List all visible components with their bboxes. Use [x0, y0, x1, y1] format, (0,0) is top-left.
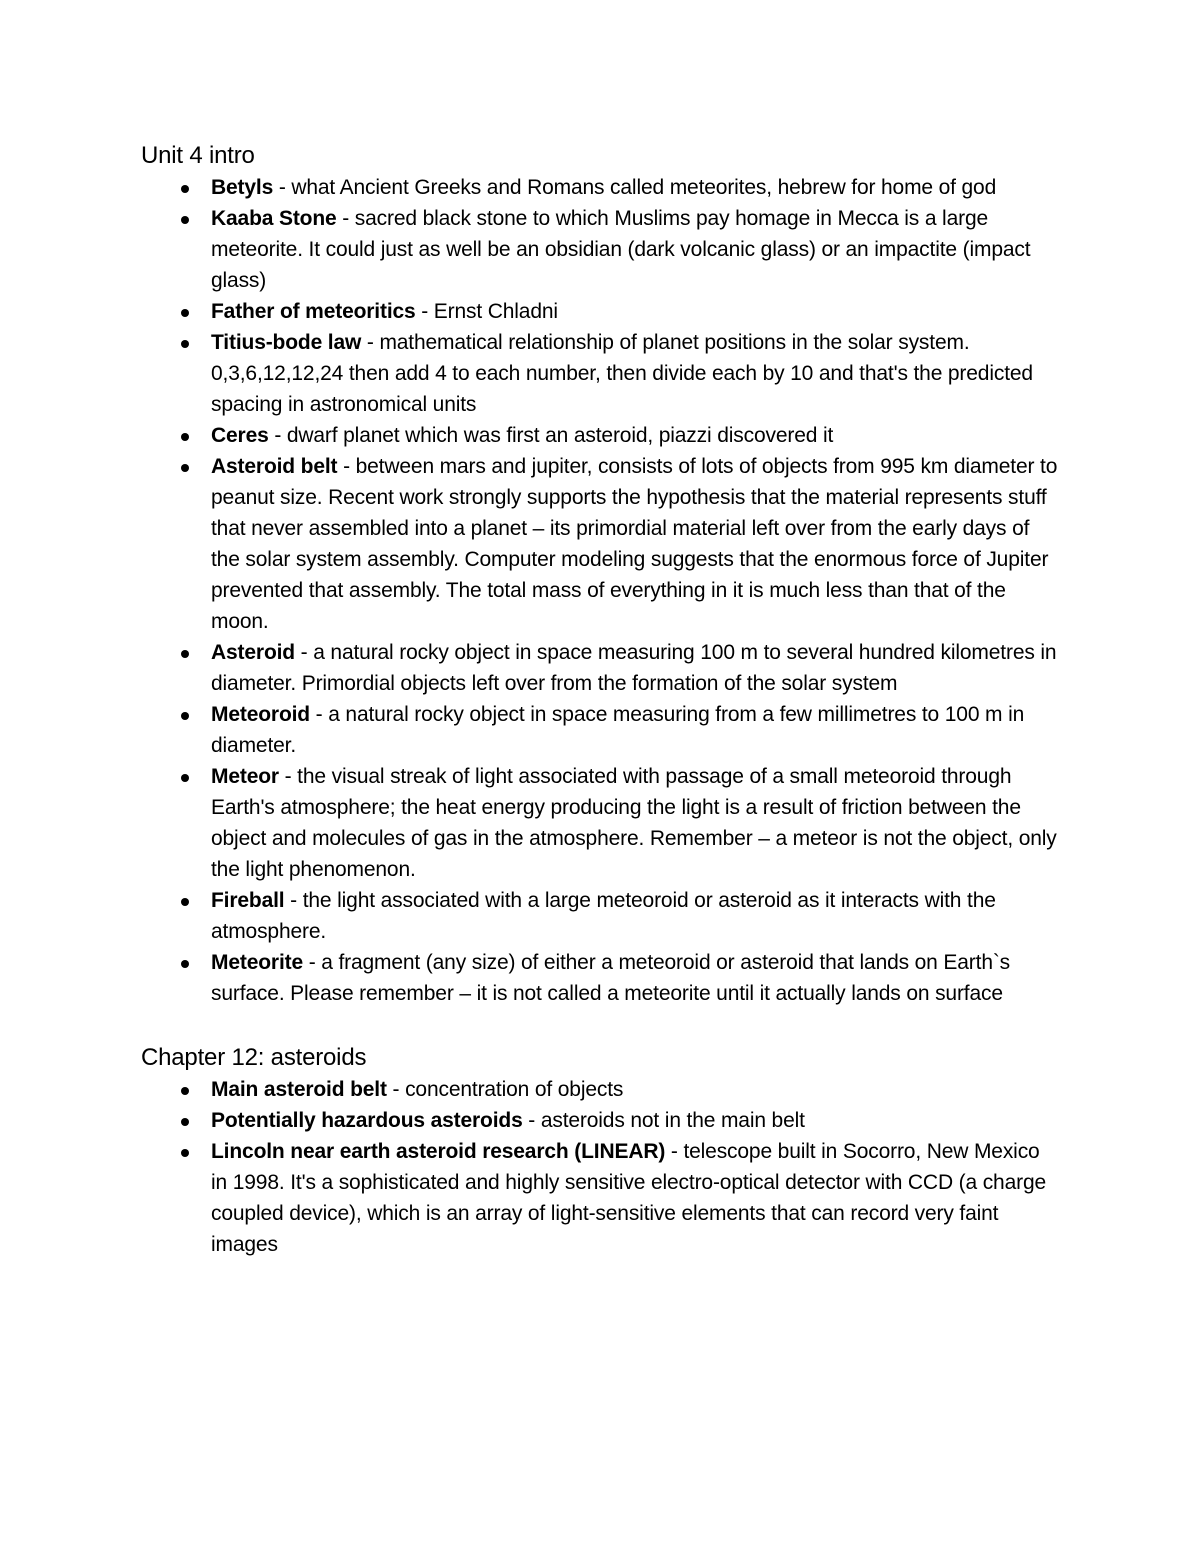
definition: sacred black stone to which Muslims pay homage in Mecca is a large meteorite. It could just as well be an obsidian (dark volcanic glass) or an impactite (impact glass)	[211, 207, 1031, 292]
definition: between mars and jupiter, consists of lots of objects from 995 km diameter to peanut size. Recent work strongly supports the hypothesis that the material represents stuff that never assembled into a planet – its primordial material left over from the early days of the solar system assembly. Computer modeling suggests that the enormous force of Jupiter prevented that assembly. The total mass of everything in it is much less than that of the moon.	[211, 455, 1058, 633]
definition: a fragment (any size) of either a meteoroid or asteroid that lands on Earth`s surface. Please remember – it is not called a meteorite until it actually lands on surface	[211, 951, 1011, 1005]
bullet-icon	[181, 898, 189, 906]
definition: concentration of objects	[405, 1078, 624, 1101]
bullet-icon	[181, 1087, 189, 1095]
list-item: Betyls - what Ancient Greeks and Romans called meteorites, hebrew for home of god	[141, 172, 1061, 203]
term: Potentially hazardous asteroids	[211, 1109, 523, 1132]
bullet-icon	[181, 650, 189, 658]
definition: Ernst Chladni	[433, 300, 558, 323]
term: Main asteroid belt	[211, 1078, 387, 1101]
bullet-icon	[181, 464, 189, 472]
term: Meteorite	[211, 951, 304, 974]
term: Fireball	[211, 889, 285, 912]
list-item: Meteor - the visual streak of light associated with passage of a small meteoroid through Earth's atmosphere; the heat energy producing the light is a result of friction between the object and molecules of gas in the atmosphere. Remember – a meteor is not the object, only the light phenomenon.	[141, 761, 1061, 885]
bullet-icon	[181, 712, 189, 720]
list-item: Ceres - dwarf planet which was first an asteroid, piazzi discovered it	[141, 420, 1061, 451]
list-item: Kaaba Stone - sacred black stone to which Muslims pay homage in Mecca is a large meteorite. It could just as well be an obsidian (dark volcanic glass) or an impactite (impact glass)	[141, 203, 1061, 296]
section-unit-4-intro	[141, 140, 1061, 1009]
list-item: Titius-bode law - mathematical relationship of planet positions in the solar system. 0,3,6,12,12,24 then add 4 to each number, then divide each by 10 and that's the predicted spacing in astronomical units	[141, 327, 1061, 420]
bullet-icon	[181, 309, 189, 317]
bullet-icon	[181, 1149, 189, 1157]
list-item: Main asteroid belt - concentration of objects	[141, 1074, 1061, 1105]
bullet-icon	[181, 433, 189, 441]
list-item: Father of meteoritics - Ernst Chladni	[141, 296, 1061, 327]
term: Asteroid	[211, 641, 295, 664]
term: Meteor	[211, 765, 279, 788]
list-item: Meteorite - a fragment (any size) of either a meteoroid or asteroid that lands on Earth`s surface. Please remember – it is not called a meteorite until it actually lands on surface	[141, 947, 1061, 1009]
term: Ceres	[211, 424, 269, 447]
term: Asteroid belt	[211, 455, 338, 478]
list-item: Fireball - the light associated with a large meteoroid or asteroid as it interacts with the atmosphere.	[141, 885, 1061, 947]
definition: what Ancient Greeks and Romans called meteorites, hebrew for home of god	[291, 176, 997, 199]
definition: telescope built in Socorro, New Mexico in 1998. It's a sophisticated and highly sensitive electro-optical detector with CCD (a charge coupled device), which is an array of light-sensitive elements that can record very faint images	[211, 1140, 1047, 1256]
list-item: Asteroid belt - between mars and jupiter, consists of lots of objects from 995 km diameter to peanut size. Recent work strongly supports the hypothesis that the material represents stuff that never assembled into a planet – its primordial material left over from the early days of the solar system assembly. Computer modeling suggests that the enormous force of Jupiter prevented that assembly. The total mass of everything in it is much less than that of the moon.	[141, 451, 1061, 637]
bullet-icon	[181, 1118, 189, 1126]
section-heading: Unit 4 intro	[141, 142, 255, 169]
list-item: Potentially hazardous asteroids - asteroids not in the main belt	[141, 1105, 1061, 1136]
definition: asteroids not in the main belt	[540, 1109, 805, 1132]
term-list	[141, 1074, 1061, 1260]
term: Betyls	[211, 176, 274, 199]
term: Titius-bode law	[211, 331, 362, 354]
term: Meteoroid	[211, 703, 310, 726]
bullet-icon	[181, 185, 189, 193]
definition: dwarf planet which was first an asteroid, piazzi discovered it	[286, 424, 834, 447]
term: Father of meteoritics	[211, 300, 416, 323]
section-heading: Chapter 12: asteroids	[141, 1044, 367, 1071]
document-content	[141, 140, 1061, 1260]
list-item: Lincoln near earth asteroid research (LINEAR) - telescope built in Socorro, New Mexico in 1998. It's a sophisticated and highly sensitive electro-optical detector with CCD (a charge coupled device), which is an array of light-sensitive elements that can record very faint images	[141, 1136, 1061, 1260]
term-list	[141, 172, 1061, 1009]
section-chapter-12-asteroids	[141, 1042, 1061, 1260]
term: Lincoln near earth asteroid research (LINEAR)	[211, 1140, 666, 1163]
bullet-icon	[181, 216, 189, 224]
list-item: Asteroid - a natural rocky object in space measuring 100 m to several hundred kilometres in diameter. Primordial objects left over from the formation of the solar system	[141, 637, 1061, 699]
bullet-icon	[181, 340, 189, 348]
bullet-icon	[181, 960, 189, 968]
definition: the light associated with a large meteoroid or asteroid as it interacts with the atmosphere.	[211, 889, 996, 943]
list-item: Meteoroid - a natural rocky object in space measuring from a few millimetres to 100 m in diameter.	[141, 699, 1061, 761]
definition: the visual streak of light associated with passage of a small meteoroid through Earth's atmosphere; the heat energy producing the light is a result of friction between the object and molecules of gas in the atmosphere. Remember – a meteor is not the object, only the light phenomenon.	[211, 765, 1057, 881]
definition: a natural rocky object in space measuring 100 m to several hundred kilometres in diameter. Primordial objects left over from the formation of the solar system	[211, 641, 1057, 695]
term: Kaaba Stone	[211, 207, 337, 230]
definition: mathematical relationship of planet positions in the solar system. 0,3,6,12,12,24 then add 4 to each number, then divide each by 10 and that's the predicted spacing in astronomical units	[211, 331, 1033, 416]
bullet-icon	[181, 774, 189, 782]
definition: a natural rocky object in space measuring from a few millimetres to 100 m in diameter.	[211, 703, 1025, 757]
